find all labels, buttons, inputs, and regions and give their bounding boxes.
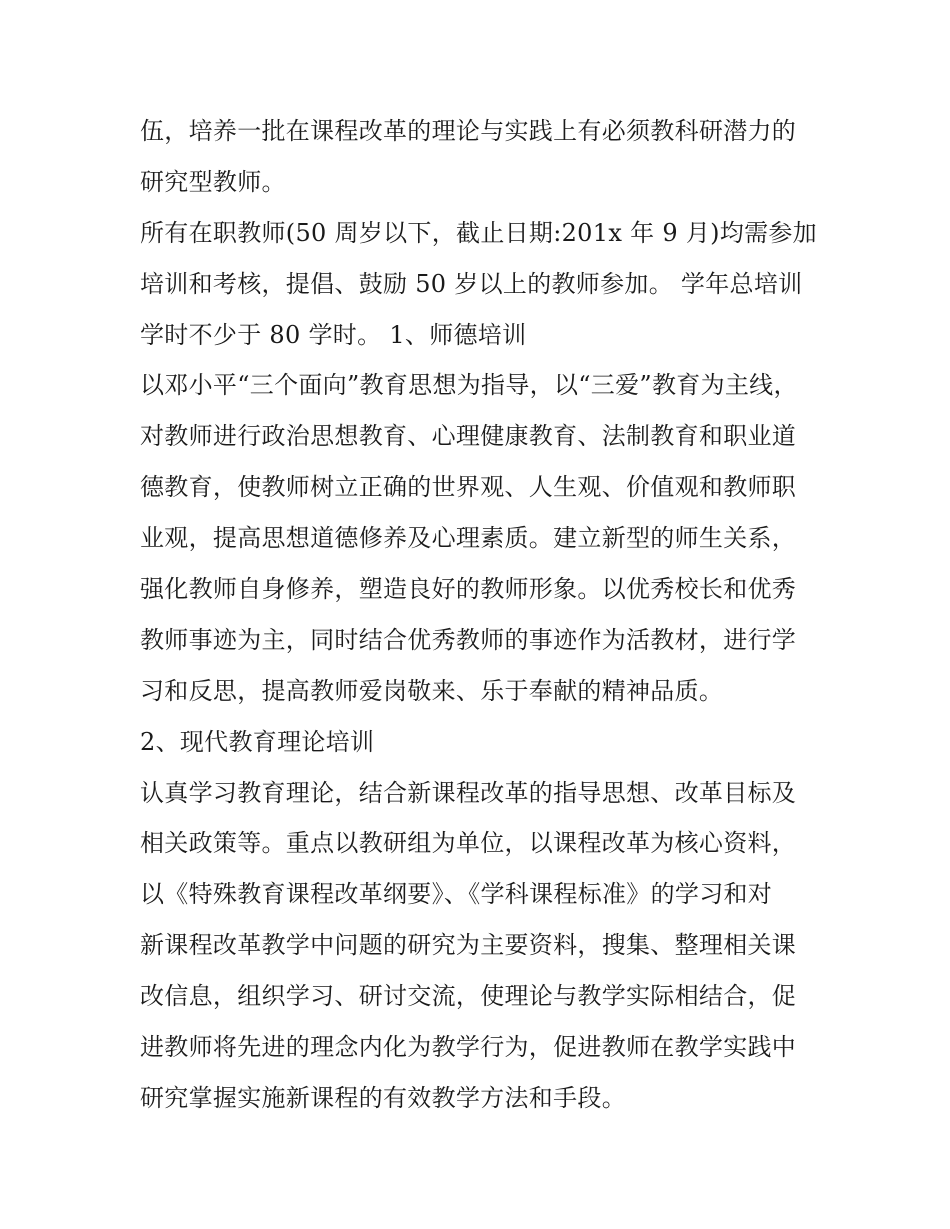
document-body [140,106,820,1124]
text-line: 业观，提高思想道德修养及心理素质。建立新型的师生关系， [140,524,797,553]
text-line: 教师事迹为主，同时结合优秀教师的事迹作为活教材，进行学 [140,625,797,654]
text-line: 相关政策等。重点以教研组为单位，以课程改革为核心资料， [140,829,797,858]
text-line: 强化教师自身修养，塑造良好的教师形象。以优秀校长和优秀 [140,575,797,604]
text-line: 以邓小平“三个面向”教育思想为指导，以“三爱”教育为主线， [140,371,798,400]
text-line: 研究型教师。 [140,167,286,196]
text-line: 以《特殊教育课程改革纲要》、《学科课程标准》的学习和对 [140,880,773,909]
text-line: 认真学习教育理论，结合新课程改革的指导思想、改革目标及 [140,778,797,807]
text-line: 对教师进行政治思想教育、心理健康教育、法制教育和职业道 [140,422,797,451]
text-line: 德教育，使教师树立正确的世界观、人生观、价值观和教师职 [140,473,797,502]
text-line: 研究掌握实施新课程的有效教学方法和手段。 [140,1083,626,1112]
text-line: 培训和考核，提倡、鼓励 50 岁以上的教师参加。 学年总培训 [140,269,803,298]
text-line: 2、现代教育理论培训 [140,727,375,756]
text-line: 伍，培养一批在课程改革的理论与实践上有必须教科研潜力的 [140,117,797,145]
text-line: 所有在职教师(50 周岁以下，截止日期:201x 年 9 月)均需参加 [140,218,817,247]
text-line: 学时不少于 80 学时。 1、师德培训 [140,320,527,349]
text-line: 新课程改革教学中问题的研究为主要资料，搜集、整理相关课 [140,931,797,960]
text-line: 进教师将先进的理念内化为教学行为，促进教师在教学实践中 [140,1033,797,1062]
text-line: 改信息，组织学习、研讨交流，使理论与教学实际相结合，促 [140,982,797,1011]
text-line: 习和反思，提高教师爱岗敬来、乐于奉献的精神品质。 [140,676,724,705]
